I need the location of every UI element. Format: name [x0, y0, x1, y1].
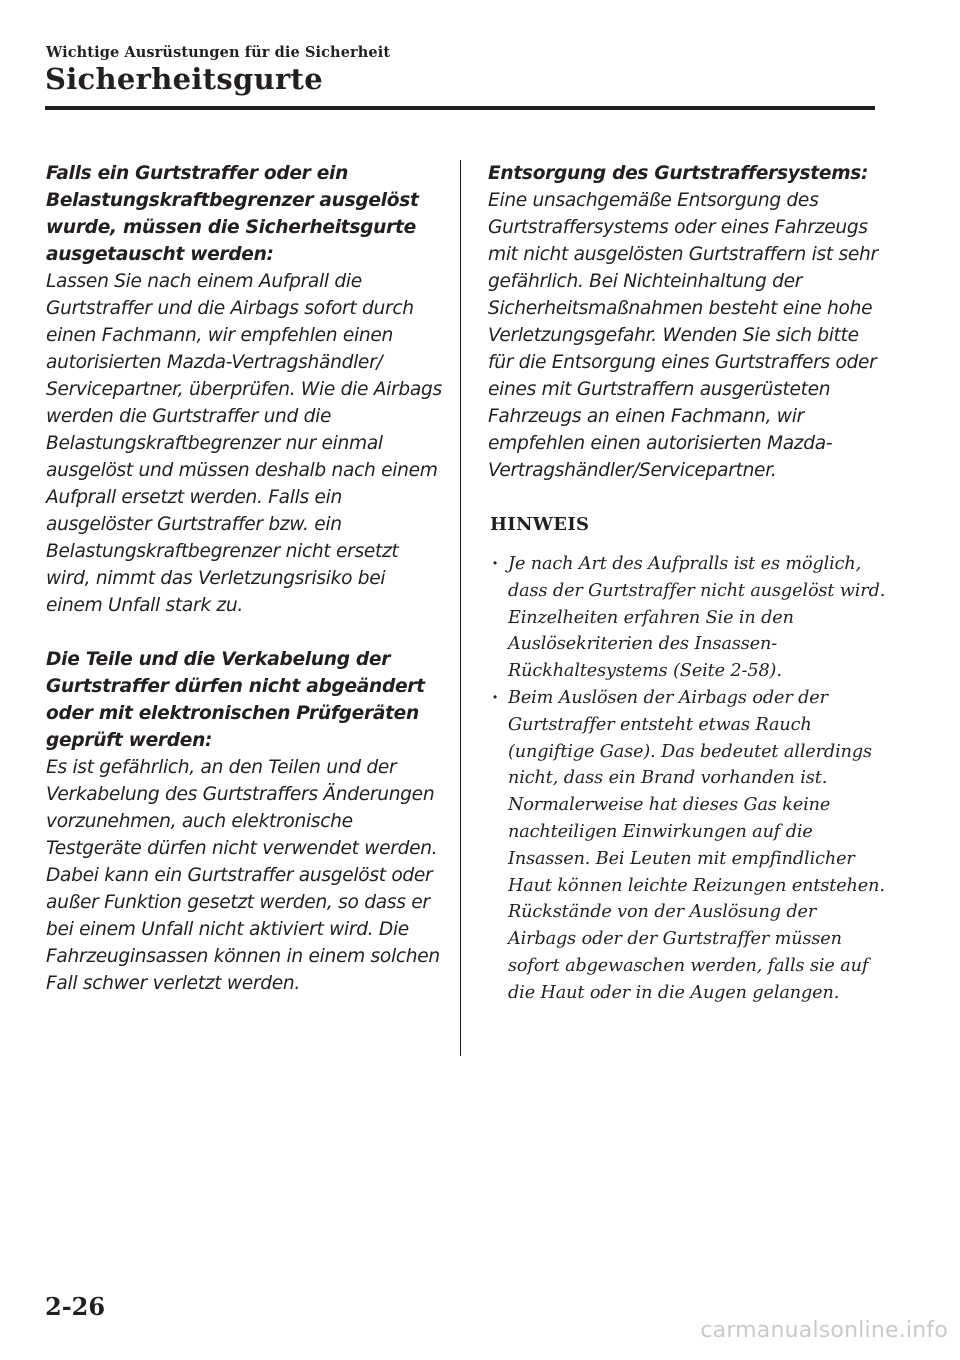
warning-text: Es ist gefährlich, an den Teilen und der Verkabelung des Gurtstraffers Änderungen vorzunehmen, auch elektronische Testgeräte dürfen nicht verwendet werden. Dabei kann ein Gurtstraffer ausgelöst oder außer Funktion gesetzt werden, so dass er bei einem Unfall nicht aktiviert wird. Die Fahrzeuginsassen können in einem solchen Fall schwer verletzt werden.	[46, 757, 440, 994]
note-item-text: Je nach Art des Aufpralls ist es möglich, dass der Gurtstraffer nicht ausgelöst wird. Einzelheiten erfahren Sie in den Auslösekriterien des Insassen-Rückhaltesystems (Seite 2-58).	[508, 554, 886, 682]
note-block	[488, 511, 888, 1007]
note-list	[488, 551, 888, 1007]
warning-text: Lassen Sie nach einem Aufprall die Gurtstraffer und die Airbags sofort durch einen Fachmann, wir empfehlen einen autorisierten Mazda-Vertragshändler/ Servicepartner, überprüfen. Wie die Airbags werden die Gurtstraffer und die Belastungskraftbegrenzer nur einmal ausgelöst und müssen deshalb nach einem Aufprall ersetzt werden. Falls ein ausgelöster Gurtstraffer bzw. ein Belastungskraftbegrenzer nicht ersetzt wird, nimmt das Verletzungsrisiko bei einem Unfall stark zu.	[46, 271, 442, 616]
note-heading: HINWEIS	[490, 514, 590, 535]
warning-block-disposal	[488, 160, 888, 484]
header-divider	[45, 106, 875, 110]
watermark: carmanualsonline.info	[700, 1318, 948, 1343]
right-column	[488, 160, 888, 1007]
bullet-icon: ·	[492, 553, 499, 574]
left-column	[46, 160, 446, 1024]
warning-block-replace-belts	[46, 160, 446, 619]
bullet-icon: ·	[492, 686, 499, 708]
list-item	[488, 685, 888, 1007]
page-number: 2-26	[45, 1292, 106, 1321]
column-divider	[460, 160, 461, 1056]
page-title: Sicherheitsgurte	[45, 62, 323, 96]
warning-block-no-modification	[46, 646, 446, 997]
warning-heading: Die Teile und die Verkabelung der Gurtstraffer dürfen nicht abgeändert oder mit elektronischen Prüfgeräten geprüft werden:	[46, 649, 425, 751]
note-item-text: Beim Auslösen der Airbags oder der Gurtstraffer entsteht etwas Rauch (ungiftige Gase). Das bedeutet allerdings nicht, dass ein Brand vorhanden ist. Normalerweise hat dieses Gas keine nachteiligen Einwirkungen auf die Insassen. Bei Leuten mit empfindlicher Haut können leichte Reizungen entstehen. Rückstände von der Auslösung der Airbags oder der Gurtstraffer müssen sofort abgewaschen werden, falls sie auf die Haut oder in die Augen gelangen.	[508, 687, 885, 1003]
section-header: Wichtige Ausrüstungen für die Sicherheit	[46, 44, 391, 61]
warning-heading: Falls ein Gurtstraffer oder ein Belastungskraftbegrenzer ausgelöst wurde, müssen die Sicherheitsgurte ausgetauscht werden:	[46, 163, 419, 265]
list-item	[488, 551, 888, 685]
warning-text: Eine unsachgemäße Entsorgung des Gurtstraffersystems oder eines Fahrzeugs mit nicht ausgelösten Gurtstraffern ist sehr gefährlich. Bei Nichteinhaltung der Sicherheitsmaßnahmen besteht eine hohe Verletzungsgefahr. Wenden Sie sich bitte für die Entsorgung eines Gurtstraffers oder eines mit Gurtstraffern ausgerüsteten Fahrzeugs an einen Fachmann, wir empfehlen einen autorisierten Mazda-Vertragshändler/Servicepartner.	[488, 190, 878, 481]
warning-heading: Entsorgung des Gurtstraffersystems:	[488, 163, 869, 184]
